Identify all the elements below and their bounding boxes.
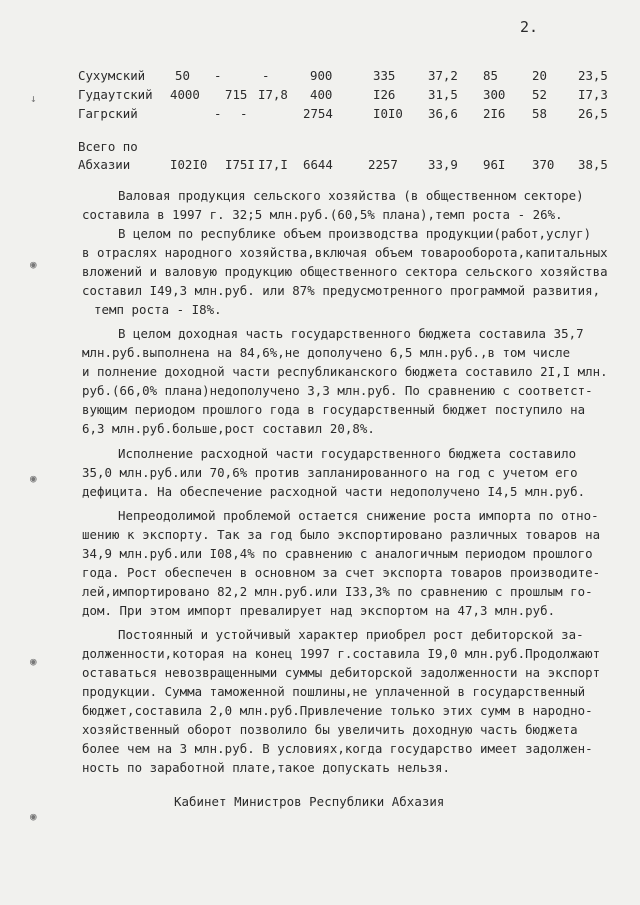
table-cell: 300 xyxy=(483,87,506,102)
page-number: 2. xyxy=(520,18,539,36)
table-cell: I02I0 xyxy=(170,157,208,172)
text-line: 34,9 млн.руб.или I08,4% по сравнению с аналогичным периодом прошлого xyxy=(82,546,593,561)
text-line: дефицита. На обеспечение расходной части недополучено I4,5 млн.руб. xyxy=(82,484,586,499)
punch-hole-mark: ◉ xyxy=(30,810,37,823)
region-name: Сухумский xyxy=(78,68,146,83)
table-cell: 36,6 xyxy=(428,106,458,121)
text-line: шению к экспорту. Так за год было экспортировано различных товаров на xyxy=(82,527,601,542)
text-line: Непреодолимой проблемой остается снижение роста импорта по отно- xyxy=(118,508,599,523)
region-name: Гагрский xyxy=(78,106,138,121)
table-cell: - xyxy=(214,106,222,121)
table-cell: 31,5 xyxy=(428,87,458,102)
punch-hole-mark: ◉ xyxy=(30,258,37,271)
table-cell: 6644 xyxy=(303,157,333,172)
text-line: Постоянный и устойчивый характер приобрел рост дебиторской за- xyxy=(118,627,584,642)
text-line: 35,0 млн.руб.или 70,6% против запланированного на год с учетом его xyxy=(82,465,578,480)
text-line: составила в 1997 г. 32;5 млн.руб.(60,5% плана),темп роста - 26%. xyxy=(82,207,563,222)
text-line: Валовая продукция сельского хозяйства (в общественном секторе) xyxy=(118,188,584,203)
table-cell: 33,9 xyxy=(428,157,458,172)
table-cell: 23,5 xyxy=(578,68,608,83)
table-cell: I7,3 xyxy=(578,87,608,102)
table-cell: 58 xyxy=(532,106,547,121)
table-cell: 900 xyxy=(310,68,333,83)
table-cell: 2257 xyxy=(368,157,398,172)
table-cell: - xyxy=(214,68,222,83)
table-cell: 85 xyxy=(483,68,498,83)
text-line: вложений и валовую продукцию общественного сектора сельского хозяйства xyxy=(82,264,608,279)
table-cell: 715 xyxy=(225,87,248,102)
text-line: руб.(66,0% плана)недополучено 3,3 млн.руб. По сравнению с соответст- xyxy=(82,383,593,398)
total-label-text: Всего по xyxy=(78,139,138,154)
table-cell: I7,8 xyxy=(258,87,288,102)
table-cell: 370 xyxy=(532,157,555,172)
region-name: Абхазии xyxy=(78,157,131,172)
table-cell: 2754 xyxy=(303,106,333,121)
text-line: темп роста - I8%. xyxy=(94,302,222,317)
table-cell: 37,2 xyxy=(428,68,458,83)
punch-hole-mark: ↓ xyxy=(30,92,37,105)
table-cell: I0I0 xyxy=(373,106,403,121)
table-cell: 2I6 xyxy=(483,106,506,121)
text-line: в отраслях народного хозяйства,включая объем товарооборота,капитальных xyxy=(82,245,608,260)
text-line: года. Рост обеспечен в основном за счет экспорта товаров производите- xyxy=(82,565,601,580)
table-cell: - xyxy=(262,68,270,83)
text-line: Исполнение расходной части государственного бюджета составило xyxy=(118,446,577,461)
text-line: составил I49,3 млн.руб. или 87% предусмотренного программой развития, xyxy=(82,283,601,298)
table-cell: - xyxy=(240,106,248,121)
text-line: млн.руб.выполнена на 84,6%,не дополучено 6,5 млн.руб.,в том числе xyxy=(82,345,571,360)
text-line: В целом по республике объем производства продукции(работ,услуг) xyxy=(118,226,592,241)
text-line: и полнение доходной части республиканского бюджета составило 2I,I млн. xyxy=(82,364,608,379)
table-cell: 50 xyxy=(175,68,190,83)
table-cell: 4000 xyxy=(170,87,200,102)
text-line: В целом доходная часть государственного бюджета составила 35,7 xyxy=(118,326,584,341)
text-line: оставаться невозвращенными суммы дебиторской задолженности на экспорт xyxy=(82,665,601,680)
text-line: ность по заработной плате,такое допускать нельзя. xyxy=(82,760,450,775)
text-line: бюджет,составила 2,0 млн.руб.Привлечение только этих сумм в народно- xyxy=(82,703,593,718)
text-line: долженности,которая на конец 1997 г.составила I9,0 млн.руб.Продолжают xyxy=(82,646,601,661)
punch-hole-mark: ◉ xyxy=(30,472,37,485)
table-cell: I7,I xyxy=(258,157,288,172)
table-cell: 335 xyxy=(373,68,396,83)
text-line: 6,3 млн.руб.больше,рост составил 20,8%. xyxy=(82,421,375,436)
table-cell: 52 xyxy=(532,87,547,102)
text-line: дом. При этом импорт превалирует над экспортом на 47,3 млн.руб. xyxy=(82,603,556,618)
text-line: продукции. Сумма таможенной пошлины,не уплаченной в государственный xyxy=(82,684,586,699)
region-name: Гудаутский xyxy=(78,87,153,102)
table-cell: 26,5 xyxy=(578,106,608,121)
table-cell: 96I xyxy=(483,157,506,172)
table-cell: 400 xyxy=(310,87,333,102)
table-cell: I75I xyxy=(225,157,255,172)
table-cell: 20 xyxy=(532,68,547,83)
signature-line: Кабинет Министров Республики Абхазия xyxy=(174,794,445,809)
table-cell: I26 xyxy=(373,87,396,102)
text-line: хозяйственный оборот позволило бы увеличить доходную часть бюджета xyxy=(82,722,578,737)
punch-hole-mark: ◉ xyxy=(30,655,37,668)
text-line: вующим периодом прошлого года в государственный бюджет поступило на xyxy=(82,402,586,417)
table-cell: 38,5 xyxy=(578,157,608,172)
text-line: более чем на 3 млн.руб. В условиях,когда государство имеет задолжен- xyxy=(82,741,593,756)
text-line: лей,импортировано 82,2 млн.руб.или I33,3% по сравнению с прошлым го- xyxy=(82,584,593,599)
